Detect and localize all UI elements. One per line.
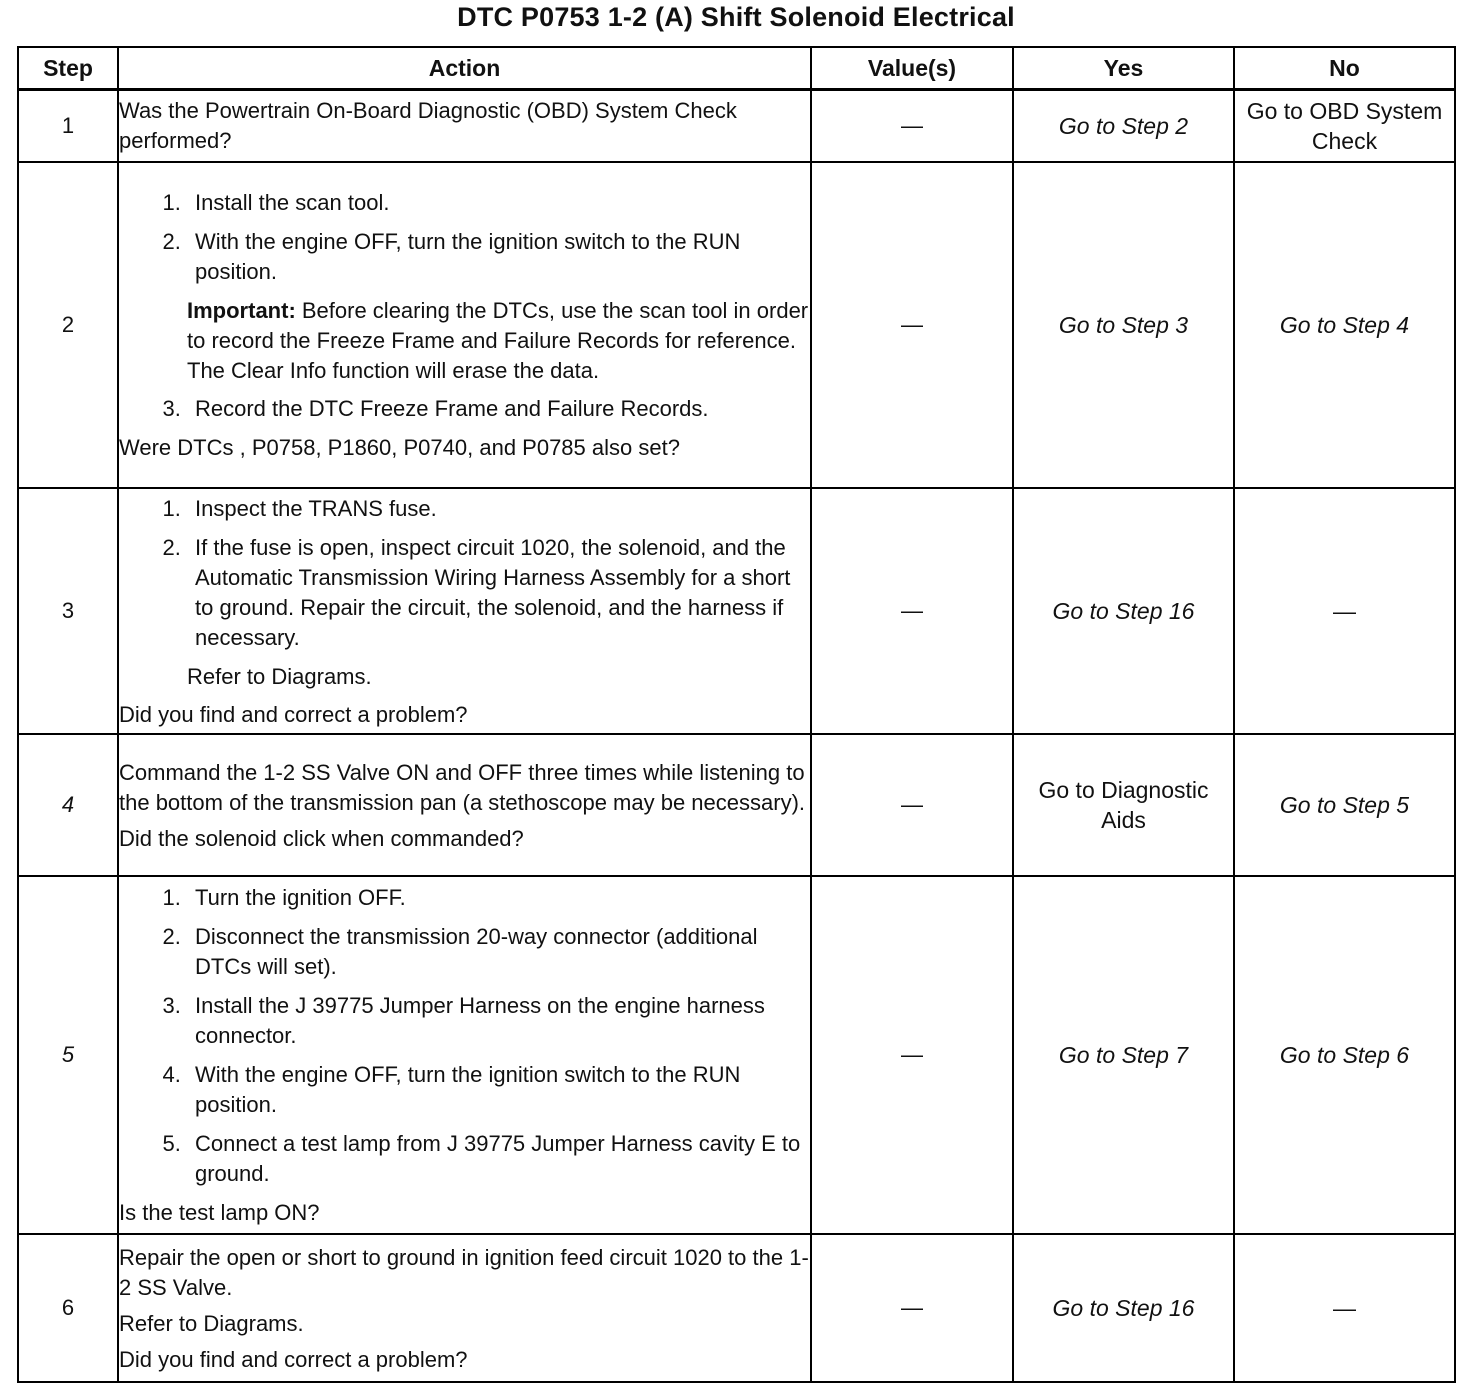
step-number: 3 <box>18 488 118 734</box>
refer-note: Refer to Diagrams. <box>119 1310 304 1336</box>
list-item: 2. If the fuse is open, inspect circuit 1020, the solenoid, and the Automatic Transmission Wiring Harness Assembly for a short to ground. Repair the circuit, the solenoid, and the harness if necessary. <box>187 533 810 653</box>
table-row <box>18 876 1455 1234</box>
list-item: 4. With the engine OFF, turn the ignition switch to the RUN position. <box>187 1060 810 1120</box>
question-text: Is the test lamp ON? <box>119 1200 320 1225</box>
step-number: 6 <box>18 1234 118 1382</box>
action-list <box>119 883 810 1189</box>
diagnostic-table <box>17 46 1456 1383</box>
step-number: 1 <box>18 90 118 162</box>
question-text: Did the solenoid click when commanded? <box>119 825 524 851</box>
page-title: DTC P0753 1-2 (A) Shift Solenoid Electrical <box>457 2 1015 32</box>
yes-cell: Go to Diagnostic Aids <box>1013 734 1234 876</box>
action-cell <box>118 734 811 876</box>
step-number: 4 <box>18 734 118 876</box>
list-item: 1. Turn the ignition OFF. <box>187 883 810 913</box>
action-text: Was the Powertrain On-Board Diagnostic (OBD) System Check performed? <box>119 97 737 153</box>
action-list <box>119 394 810 424</box>
no-cell: — <box>1234 488 1455 734</box>
value-cell: — <box>811 488 1013 734</box>
value-cell: — <box>811 734 1013 876</box>
table-row <box>18 162 1455 488</box>
question-text: Did you find and correct a problem? <box>119 701 468 727</box>
action-cell <box>118 488 811 734</box>
list-item: 3. Record the DTC Freeze Frame and Failure Records. <box>187 394 810 424</box>
header-yes: Yes <box>1013 47 1234 90</box>
note-text: Before clearing the DTCs, use the scan tool in order to record the Freeze Frame and Failure Records for reference. The Clear Info function will erase the data. <box>187 298 809 383</box>
no-cell: Go to Step 5 <box>1234 734 1455 876</box>
no-cell: Go to Step 4 <box>1234 162 1455 488</box>
yes-cell: Go to Step 3 <box>1013 162 1234 488</box>
action-cell <box>118 1234 811 1382</box>
refer-note: Refer to Diagrams. <box>187 663 372 689</box>
action-list <box>119 494 810 653</box>
table-row <box>18 734 1455 876</box>
header-no: No <box>1234 47 1455 90</box>
yes-cell: Go to Step 2 <box>1013 90 1234 162</box>
action-text: Command the 1-2 SS Valve ON and OFF three times while listening to the bottom of the transmission pan (a stethoscope may be necessary). <box>119 759 806 815</box>
question-text: Did you find and correct a problem? <box>119 1346 468 1372</box>
step-number: 5 <box>18 876 118 1234</box>
header-action: Action <box>118 47 811 90</box>
list-item: 5. Connect a test lamp from J 39775 Jumper Harness cavity E to ground. <box>187 1129 810 1189</box>
action-list <box>119 188 810 287</box>
list-item: 2. Disconnect the transmission 20-way connector (additional DTCs will set). <box>187 922 810 982</box>
yes-cell: Go to Step 16 <box>1013 488 1234 734</box>
no-cell: Go to Step 6 <box>1234 876 1455 1234</box>
value-cell: — <box>811 1234 1013 1382</box>
yes-cell: Go to Step 16 <box>1013 1234 1234 1382</box>
important-note <box>187 296 810 386</box>
table-row <box>18 90 1455 162</box>
table-header-row <box>18 47 1455 90</box>
action-cell <box>118 162 811 488</box>
action-cell <box>118 876 811 1234</box>
list-item: 3. Install the J 39775 Jumper Harness on the engine harness connector. <box>187 991 810 1051</box>
question-text: Were DTCs , P0758, P1860, P0740, and P0785 also set? <box>119 435 680 460</box>
header-step: Step <box>18 47 118 90</box>
value-cell: — <box>811 90 1013 162</box>
step-number: 2 <box>18 162 118 488</box>
no-cell: — <box>1234 1234 1455 1382</box>
list-item: 1. Install the scan tool. <box>187 188 810 218</box>
note-label: Important: <box>187 298 296 323</box>
action-text: Repair the open or short to ground in ignition feed circuit 1020 to the 1-2 SS Valve. <box>119 1244 809 1300</box>
no-cell: Go to OBD System Check <box>1234 90 1455 162</box>
action-cell <box>118 90 811 162</box>
yes-cell: Go to Step 7 <box>1013 876 1234 1234</box>
value-cell: — <box>811 876 1013 1234</box>
table-row <box>18 488 1455 734</box>
table-row <box>18 1234 1455 1382</box>
value-cell: — <box>811 162 1013 488</box>
list-item: 2. With the engine OFF, turn the ignition switch to the RUN position. <box>187 227 810 287</box>
list-item: 1. Inspect the TRANS fuse. <box>187 494 810 524</box>
header-values: Value(s) <box>811 47 1013 90</box>
